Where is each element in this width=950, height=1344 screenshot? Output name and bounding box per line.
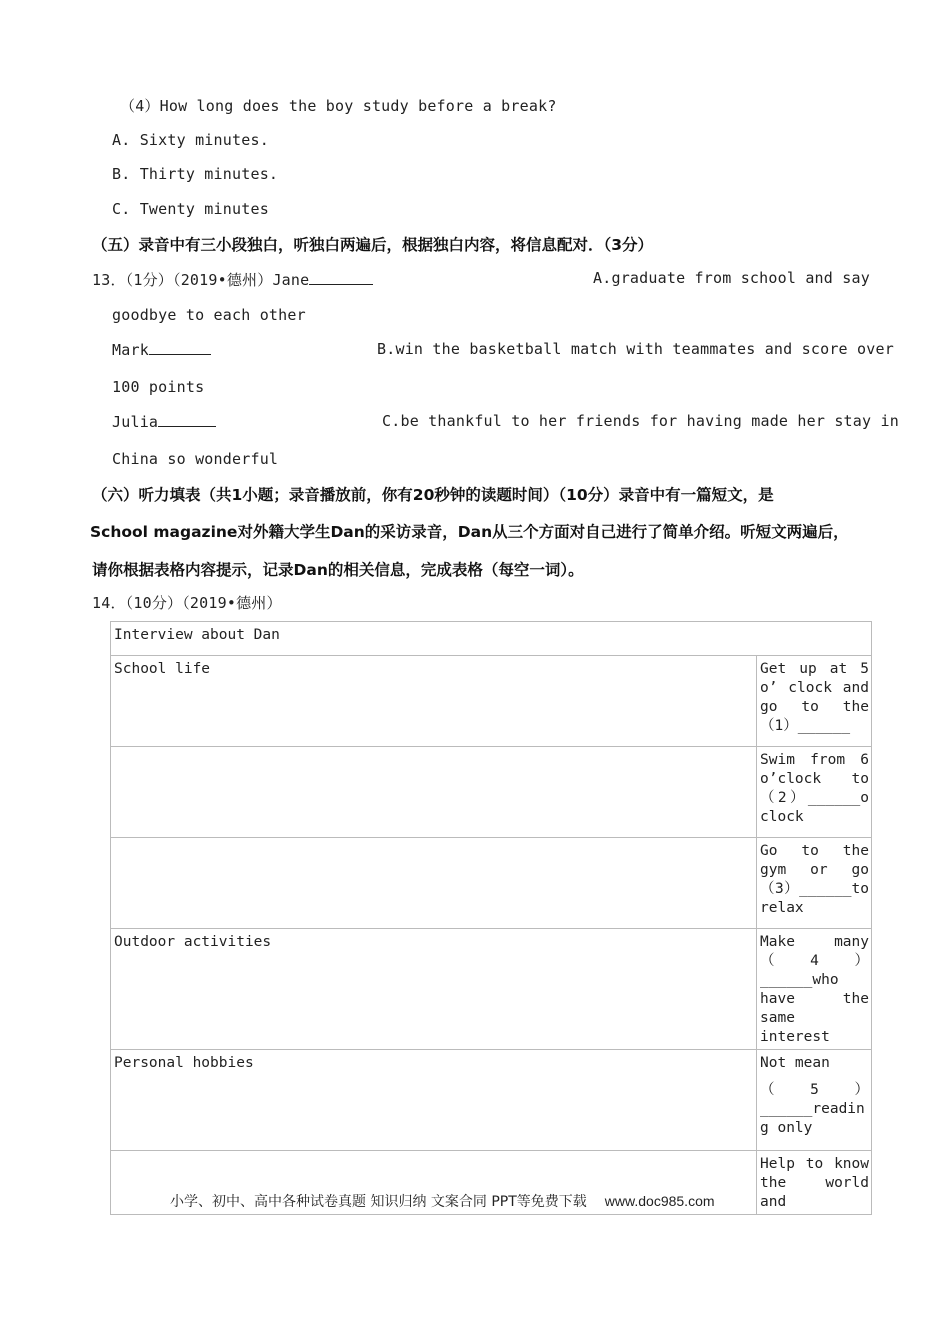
q13-line <box>92 269 373 290</box>
julia-answer-blank[interactable] <box>158 412 216 427</box>
jane-answer-blank[interactable] <box>309 270 373 285</box>
table-row <box>111 747 872 838</box>
page-footer <box>170 1191 715 1211</box>
match-b-text-2: 100 points <box>112 378 205 396</box>
table-row-info[interactable]: Go to the gym or go （3）______to relax <box>757 838 872 929</box>
section6-header-line3: 请你根据表格内容提示，记录Dan的相关信息，完成表格（每空一词）。 <box>92 561 584 579</box>
julia-label: Julia <box>112 413 159 431</box>
match-b-text-1: win the basketball match with teammates and score over <box>395 340 894 358</box>
match-c-text-1: be thankful to her friends for having made her stay in <box>400 412 899 430</box>
section5-header: （五）录音中有三小段独白，听独白两遍后，根据独白内容，将信息配对．（3分） <box>92 236 654 254</box>
table-title: Interview about Dan <box>111 622 872 656</box>
table-row-label: School life <box>111 656 757 747</box>
table-row-info[interactable]: Get up at 5 o’ clock and go to the（1）______ <box>757 656 872 747</box>
table-row-label <box>111 747 757 838</box>
table-row-label: Personal hobbies <box>111 1050 757 1151</box>
match-c <box>382 412 899 430</box>
table-row-label: Outdoor activities <box>111 929 757 1050</box>
table-row-info-line2: （5）______reading only <box>760 1082 869 1136</box>
julia-line <box>112 412 216 431</box>
mark-label: Mark <box>112 341 149 359</box>
match-a-label: A. <box>593 269 612 287</box>
interview-table <box>110 621 872 1215</box>
q4-option-c: C. Twenty minutes <box>112 200 269 218</box>
match-c-text-2: China so wonderful <box>112 450 279 468</box>
match-a-text-2: goodbye to each other <box>112 306 306 324</box>
table-row-info[interactable]: Swim from 6 o’clock to （2）______o clock <box>757 747 872 838</box>
match-a-text-1: graduate from school and say <box>611 269 870 287</box>
table-row <box>111 656 872 747</box>
mark-line <box>112 340 211 359</box>
q4-option-a: A. Sixty minutes. <box>112 131 269 149</box>
mark-answer-blank[interactable] <box>149 340 211 355</box>
match-b <box>377 340 894 358</box>
table-row <box>111 838 872 929</box>
table-row-info[interactable]: Help to know the world and <box>757 1151 872 1215</box>
q4-option-b: B. Thirty minutes. <box>112 165 279 183</box>
q14-label: 14．（10分）（2019•德州） <box>92 594 282 612</box>
q4-question: （4）How long does the boy study before a break? <box>120 97 557 115</box>
table-row-info-line1: Not mean <box>760 1055 830 1071</box>
q13-prefix: 13．（1分）（2019•德州）Jane <box>92 271 310 289</box>
table-row <box>111 1050 872 1151</box>
section6-header-line2: School magazine对外籍大学生Dan的采访录音，Dan从三个方面对自己进行了简单介绍。听短文两遍后， <box>90 523 849 541</box>
match-c-label: C. <box>382 412 401 430</box>
footer-text: 小学、初中、高中各种试卷真题 知识归纳 文案合同 PPT等免费下载 <box>170 1194 587 1210</box>
match-a <box>593 269 869 287</box>
table-row-info[interactable]: Make many （4）______who have the same interest <box>757 929 872 1050</box>
section6-header-line1: （六）听力填表（共1小题；录音播放前，你有20秒钟的读题时间）（10分）录音中有一篇短文，是 <box>92 486 774 504</box>
table-row-label <box>111 838 757 929</box>
footer-url[interactable]: www.doc985.com <box>604 1193 715 1209</box>
match-b-label: B. <box>377 340 396 358</box>
table-title-row <box>111 622 872 656</box>
table-row-info[interactable] <box>757 1050 872 1151</box>
table-row <box>111 929 872 1050</box>
